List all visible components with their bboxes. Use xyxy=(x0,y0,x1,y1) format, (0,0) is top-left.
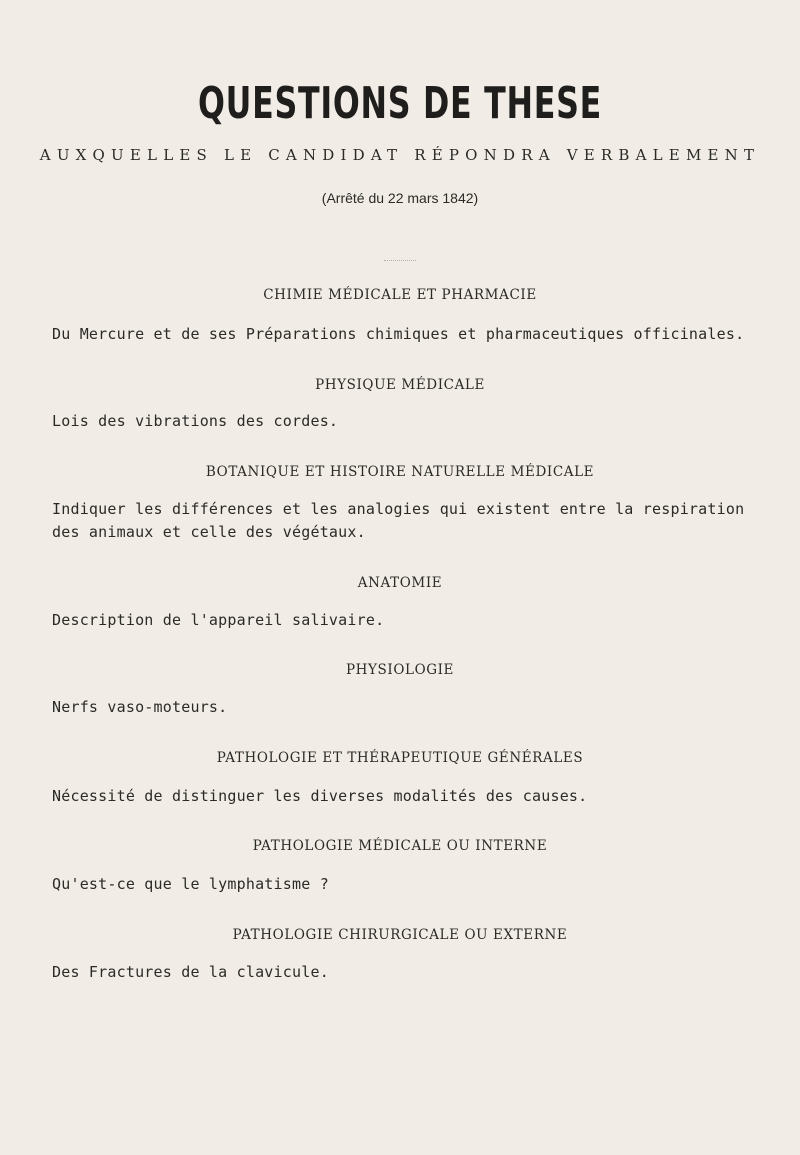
section-text-physique: Lois des vibrations des cordes. xyxy=(52,412,339,430)
section-text-pathologie-medicale: Qu'est-ce que le lymphatisme ? xyxy=(52,875,329,893)
section-text-anatomie: Description de l'appareil salivaire. xyxy=(52,611,385,629)
section-heading-physiologie: PHYSIOLOGIE xyxy=(345,662,455,678)
section-heading-pathologie-medicale: PATHOLOGIE MÉDICALE OU INTERNE xyxy=(252,838,548,854)
section-text-botanique: Indiquer les différences et les analogies qui existent entre la respiration des animaux et celle des végétaux. xyxy=(52,500,745,541)
separator-ornament xyxy=(384,260,416,263)
section-text-chimie: Du Mercure et de ses Préparations chimiques et pharmaceutiques officinales. xyxy=(52,325,745,343)
section-heading-physique: PHYSIQUE MÉDICALE xyxy=(315,377,485,393)
document-title: QUESTIONS DE THESE xyxy=(198,78,602,129)
section-text-physiologie: Nerfs vaso-moteurs. xyxy=(52,698,228,716)
section-text-pathologie-generale: Nécessité de distinguer les diverses modalités des causes. xyxy=(52,787,588,805)
decree-reference: (Arrêté du 22 mars 1842) xyxy=(321,190,479,206)
section-heading-chimie: CHIMIE MÉDICALE ET PHARMACIE xyxy=(263,287,537,303)
section-heading-pathologie-generale: PATHOLOGIE ET THÉRAPEUTIQUE GÉNÉRALES xyxy=(216,750,584,766)
section-heading-botanique: BOTANIQUE ET HISTOIRE NATURELLE MÉDICALE xyxy=(205,464,595,480)
section-heading-anatomie: ANATOMIE xyxy=(357,575,443,591)
section-heading-pathologie-chirurgicale: PATHOLOGIE CHIRURGICALE OU EXTERNE xyxy=(232,927,568,943)
section-text-pathologie-chirurgicale: Des Fractures de la clavicule. xyxy=(52,963,329,981)
document-subtitle: AUXQUELLES LE CANDIDAT RÉPONDRA VERBALEMENT xyxy=(39,146,761,164)
